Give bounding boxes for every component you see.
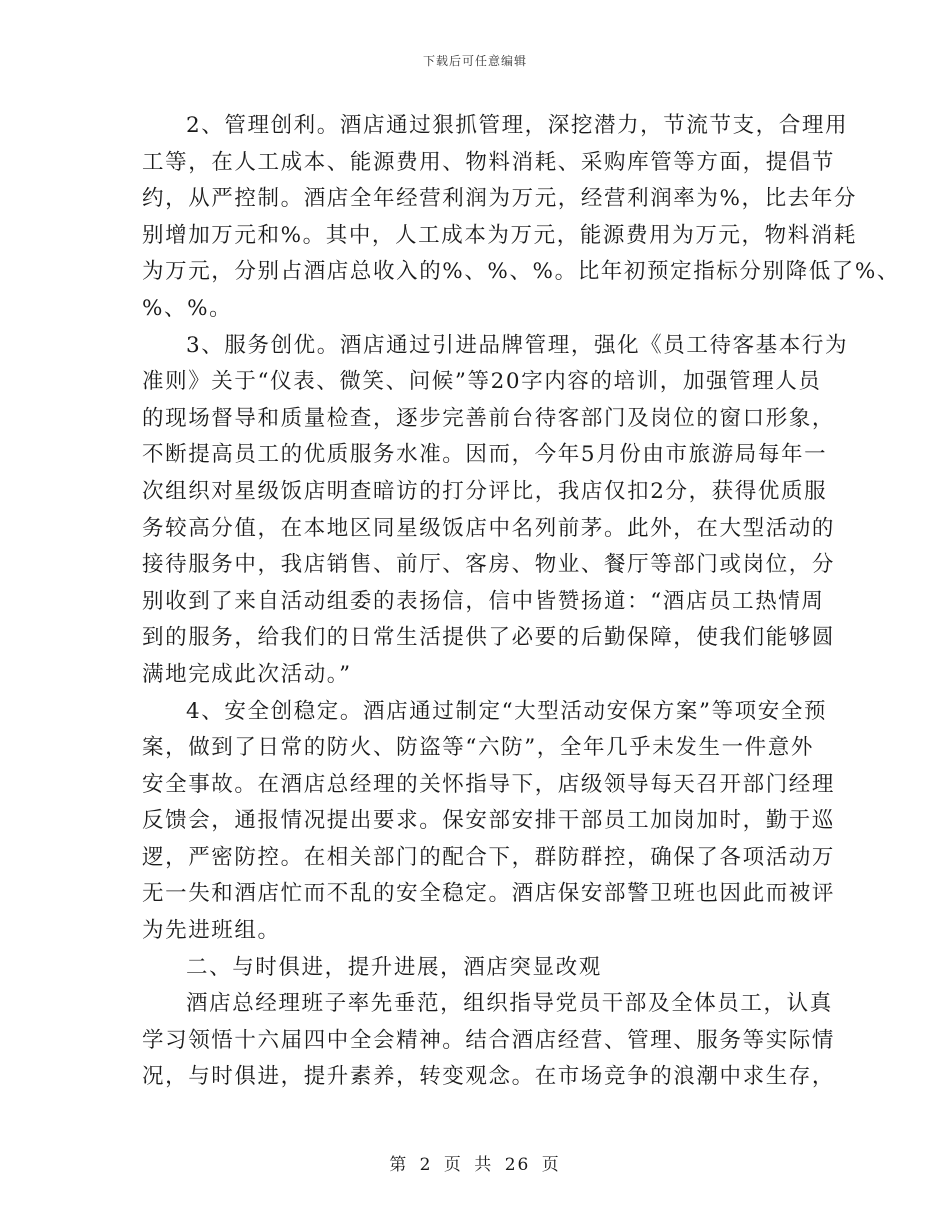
section-heading [142, 950, 810, 987]
text-line: 工等，在人工成本、能源费用、物料消耗、采购库管等方面，提倡节 [142, 149, 836, 175]
text-line: 酒店总经理班子率先垂范，组织指导党员干部及全体员工，认真 [186, 991, 833, 1017]
document-body [142, 108, 901, 1096]
text-line: 2、管理创利。酒店通过狠抓管理，深挖潜力，节流节支，合理用 [186, 113, 849, 138]
text-line: 别收到了来自活动组委的表扬信，信中皆赞扬道：“酒店员工热情周 [142, 588, 825, 614]
paragraph-safety [142, 694, 836, 950]
page-number-footer: 第 2 页 共 26 页 [389, 1155, 561, 1175]
text-line: 约，从严控制。酒店全年经营利润为万元，经营利润率为%，比去年分 [142, 186, 858, 212]
text-line: 3、服务创优。酒店通过引进品牌管理，强化《员工待客基本行为 [186, 332, 849, 358]
text-line: 的现场督导和质量检查，逐步完善前台待客部门及岗位的窗口形象， [142, 405, 836, 431]
text-line: 准则》关于“仪表、微笑、问候”等20字内容的培训，加强管理人员 [142, 369, 822, 395]
section-heading-text: 二、与时俱进，提升进展，酒店突显改观 [186, 954, 602, 980]
text-line: 无一失和酒店忙而不乱的安全稳定。酒店保安部警卫班也因此而被评 [142, 881, 836, 907]
text-line: 不断提高员工的优质服务水准。因而，今年5月份由市旅游局每年一 [142, 442, 828, 468]
text-line: 学习领悟十六届四中全会精神。结合酒店经营、管理、服务等实际情 [142, 1027, 836, 1053]
text-line: %、%。 [142, 295, 233, 321]
paragraph-management [142, 108, 901, 328]
page-header-note: 下载后可任意编辑 [422, 54, 527, 68]
paragraph-service [142, 328, 849, 694]
text-line: 为万元，分别占酒店总收入的%、%、%。比年初预定指标分别降低了%、 [142, 259, 901, 285]
paragraph-leadership [142, 986, 836, 1096]
text-line: 接待服务中，我店销售、前厅、客房、物业、餐厅等部门或岗位，分 [142, 552, 836, 578]
text-line: 安全事故。在酒店总经理的关怀指导下，店级领导每天召开部门经理 [142, 771, 836, 797]
text-line: 务较高分值，在本地区同星级饭店中名列前茅。此外，在大型活动的 [142, 515, 836, 541]
text-line: 反馈会，通报情况提出要求。保安部安排干部员工加岗加时，勤于巡 [142, 808, 836, 834]
text-line: 到的服务，给我们的日常生活提供了必要的后勤保障，使我们能够圆 [142, 625, 836, 651]
text-line: 逻，严密防控。在相关部门的配合下，群防群控，确保了各项活动万 [142, 844, 836, 870]
text-line: 满地完成此次活动。” [142, 661, 352, 687]
text-line: 次组织对星级饭店明查暗访的打分评比，我店仅扣2分，获得优质服 [142, 478, 828, 504]
text-line: 案，做到了日常的防火、防盗等“六防”，全年几乎未发生一件意外 [142, 735, 814, 761]
text-line: 况，与时俱进，提升素养，转变观念。在市场竞争的浪潮中求生存， [142, 1064, 836, 1090]
text-line: 为先进班组。 [142, 918, 281, 944]
text-line: 4、安全创稳定。酒店通过制定“大型活动安保方案”等项安全预 [186, 698, 828, 724]
text-line: 别增加万元和%。其中，人工成本为万元，能源费用为万元，物料消耗 [142, 222, 858, 248]
